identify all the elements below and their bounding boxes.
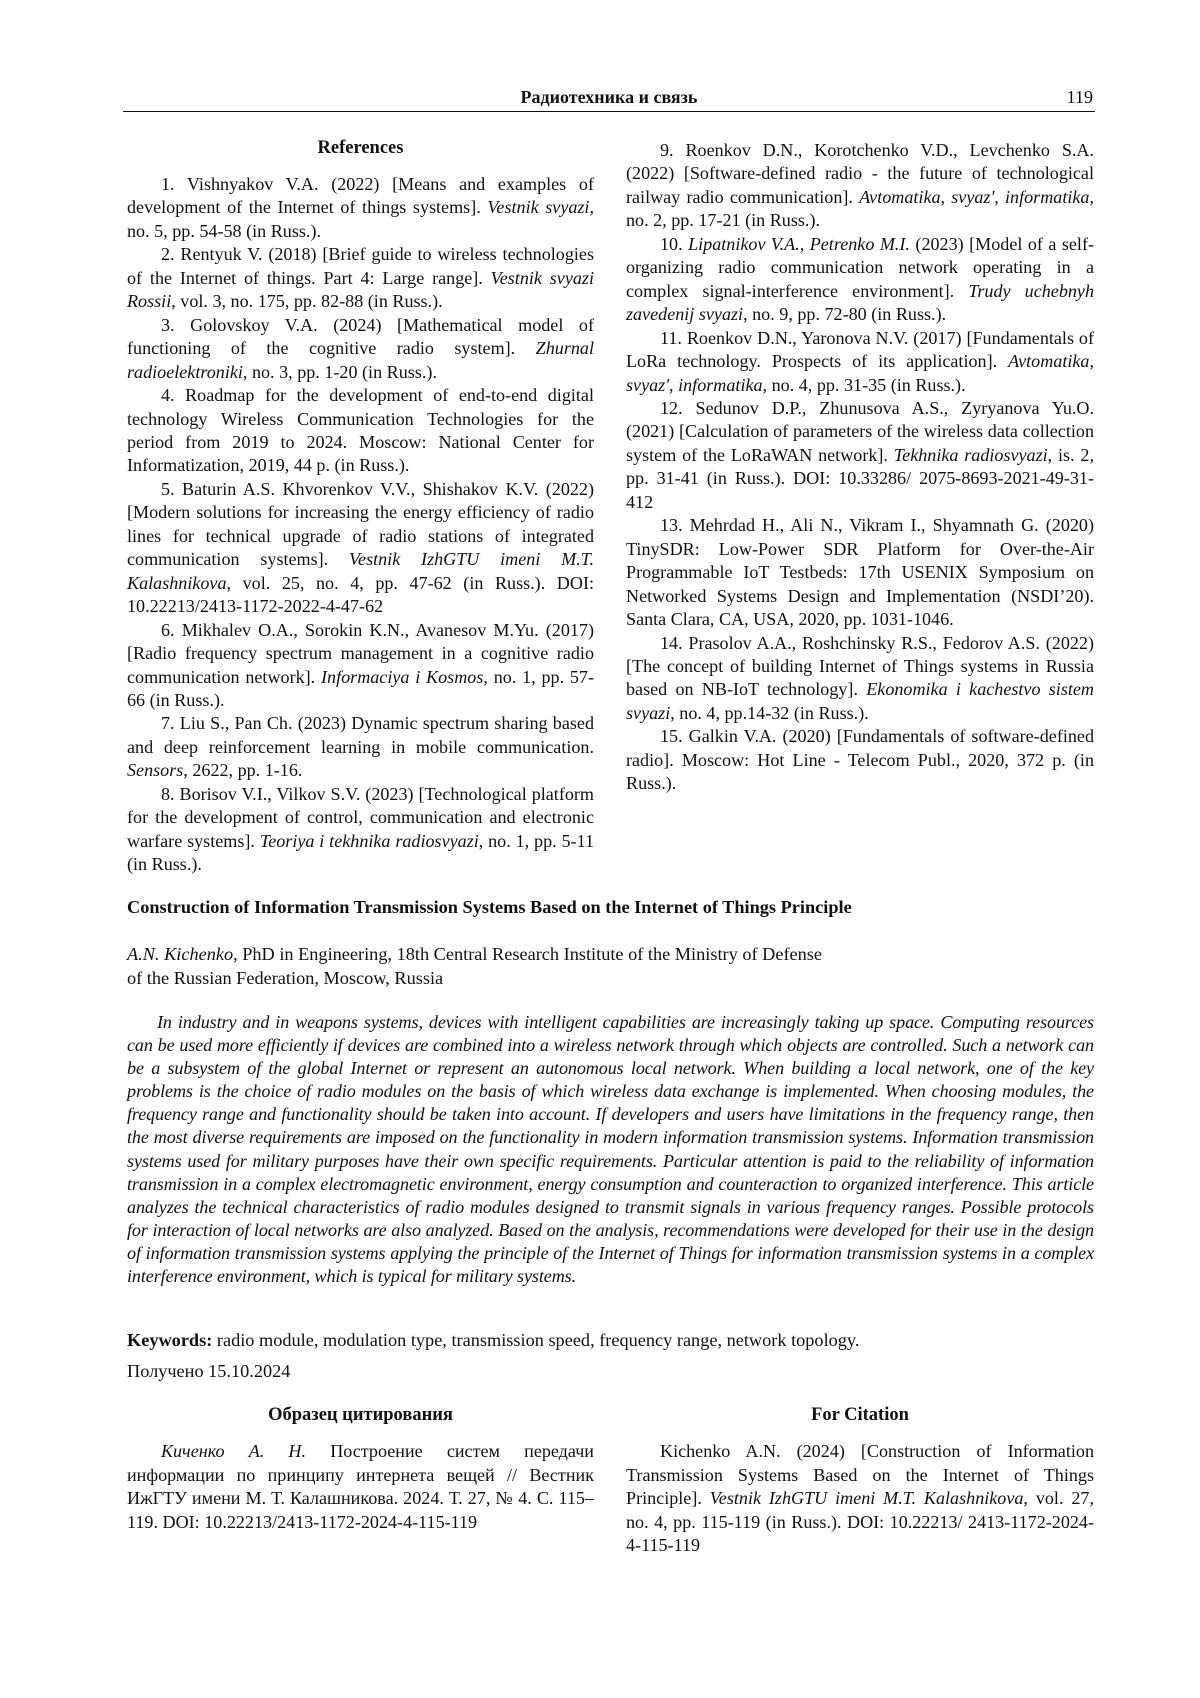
reference-item: 9. Roenkov D.N., Korotchenko V.D., Levchenko S.A. (2022) [Software-defined radio - the future of technological railway radio communication]. Avtomatika, svyaz', informatika, no. 2, pp. 17-21 (in Russ.). [626,140,1094,231]
reference-item: 8. Borisov V.I., Vilkov S.V. (2023) [Technological platform for the development of control, communication and electronic warfare systems]. Teoriya i tekhnika radiosvyazi, no. 1, pp. 5-11 (in Russ.). [127,783,594,875]
reference-item: 11. Roenkov D.N., Yaronova N.V. (2017) [Fundamentals of LoRa technology. Prospects of its application]. Avtomatika, svyaz', informatika, no. 4, pp. 31-35 (in Russ.). [626,327,1094,395]
reference-item: 4. Roadmap for the development of end-to-end digital technology Wireless Communication Technologies for the period from 2019 to 2024. Moscow: National Center for Informatization, 2019, 44 p. (in Russ.). [127,385,594,476]
running-header [123,85,1095,112]
keywords-list: radio module, modulation type, transmission speed, frequency range, network topology. [212,1330,860,1350]
citation-russian: Киченко А. Н. Построение систем передачи информации по принципу интернета вещей // Вестник ИжГТУ имени М. Т. Калашникова. 2024. Т. 27, № 4. С. 115–119. DOI: 10.22213/2413-1172-2024-4-115-119 [127,1441,594,1532]
reference-item: 6. Mikhalev O.A., Sorokin K.N., Avanesov M.Yu. (2017) [Radio frequency spectrum management in a cognitive radio communication network]. Informaciya i Kosmos, no. 1, pp. 57-66 (in Russ.). [127,619,595,710]
abstract: In industry and in weapons systems, devices with intelligent capabilities are increasingly taking up space. Computing resources can be used more efficiently if devices are combined into a wireless network through which objects are controlled. Such a network can be a subsystem of the global Internet or represent an autonomous local network. When building a local network, one of the key problems is the choice of radio modules on the basis of which wireless data exchange is implemented. When choosing modules, the frequency range and functionality should be taken into account. If developers and users have limitations in the frequency range, then the most diverse requirements are imposed on the functionality in modern information transmission systems. Information transmission systems used for military purposes have their own specific requirements. Particular attention is paid to the reliability of information transmission in a complex electromagnetic environment, energy consumption and counteraction to organized interference. This article analyzes the technical characteristics of radio modules designed to transmit signals in various frequency ranges. Possible protocols for interaction of local networks are also analyzed. Based on the analysis, recommendations were developed for their use in the design of information transmission systems applying the principle of the Internet of Things for information transmission systems in a complex interference environment, which is typical for military systems. [127,1012,1094,1287]
reference-item: 2. Rentyuk V. (2018) [Brief guide to wireless technologies of the Internet of things. Part 4: Large range]. Vestnik svyazi Rossii, vol. 3, no. 175, pp. 82-88 (in Russ.). [127,244,594,312]
references-heading: References [317,138,404,158]
received-date: Получено 15.10.2024 [127,1361,291,1381]
reference-item: 3. Golovskoy V.A. (2024) [Mathematical model of functioning of the cognitive radio system]. Zhurnal radioelektroniki, no. 3, pp. 1-20 (in Russ.). [127,314,594,382]
reference-item: 10. Lipatnikov V.A., Petrenko M.I. (2023) [Model of a self-organizing radio communication network operating in a complex signal-interference environment]. Trudy uchebnyh zavedenij svyazi, no. 9, pp. 72-80 (in Russ.). [626,233,1095,325]
page-number: 119 [1066,87,1093,107]
reference-item: 15. Galkin V.A. (2020) [Fundamentals of software-defined radio]. Moscow: Hot Line - Telecom Publ., 2020, 372 p. (in Russ.). [626,726,1094,794]
author-affiliation: , PhD in Engineering, 18th Central Research Institute of the Ministry of Defense [233,944,823,964]
citation-english: Kichenko A.N. (2024) [Construction of Information Transmission Systems Based on the Internet of Things Principle]. Vestnik IzhGTU imeni M.T. Kalashnikova, vol. 27, no. 4, pp. 115-119 (in Russ.). DOI: 10.22213/ 2413-1172-2024-4-115-119 [626,1441,1094,1555]
keywords [127,1330,1094,1351]
author-name: A.N. Kichenko [127,944,234,964]
reference-item: 12. Sedunov D.P., Zhunusova A.S., Zyryanova Yu.O. (2021) [Calculation of parameters of the wireless data collection system of the LoRaWAN network]. Tekhnika radiosvyazi, is. 2, pp. 31-41 (in Russ.). DOI: 10.33286/ 2075-8693-2021-49-31-412 [626,397,1094,512]
journal-name: Радиотехника и связь [520,87,698,107]
reference-item: 7. Liu S., Pan Ch. (2023) Dynamic spectrum sharing based and deep reinforcement learning in mobile communication. Sensors, 2622, pp. 1-16. [127,713,594,781]
reference-item: 1. Vishnyakov V.A. (2022) [Means and examples of development of the Internet of things systems]. Vestnik svyazi, no. 5, pp. 54-58 (in Russ.). [127,174,594,241]
reference-item: 13. Mehrdad H., Ali N., Vikram I., Shyamnath G. (2020) TinySDR: Low-Power SDR Platform for Over-the-Air Programmable IoT Testbeds: 17th USENIX Symposium on Networked Systems Design and Implementation (NSDI’20). Santa Clara, CA, USA, 2020, pp. 1031-1046. [626,515,1094,630]
citation-heading-russian: Образец цитирования [268,1405,453,1425]
citation-heading-english: For Citation [811,1405,909,1425]
author-block [127,943,1027,990]
references-right-column [626,139,1094,796]
references-left-column [127,173,594,877]
author-affiliation-line-2: of the Russian Federation, Moscow, Russia [127,967,444,988]
keywords-label: Keywords: [127,1330,213,1350]
article-title-english: Construction of Information Transmission Systems Based on the Internet of Things Principle [127,897,852,917]
reference-item: 5. Baturin A.S. Khvorenkov V.V., Shishakov K.V. (2022) [Modern solutions for increasing the energy efficiency of radio lines for technical upgrade of radio stations of integrated communication systems]. Vestnik IzhGTU imeni M.T. Kalashnikova, vol. 25, no. 4, pp. 47-62 (in Russ.). DOI: 10.22213/2413-1172-2022-4-47-62 [127,478,594,617]
reference-item: 14. Prasolov A.A., Roshchinsky R.S., Fedorov A.S. (2022) [The concept of building Internet of Things systems in Russia based on NB-IoT technology]. Ekonomika i kachestvo sistem svyazi, no. 4, pp.14-32 (in Russ.). [626,632,1094,723]
